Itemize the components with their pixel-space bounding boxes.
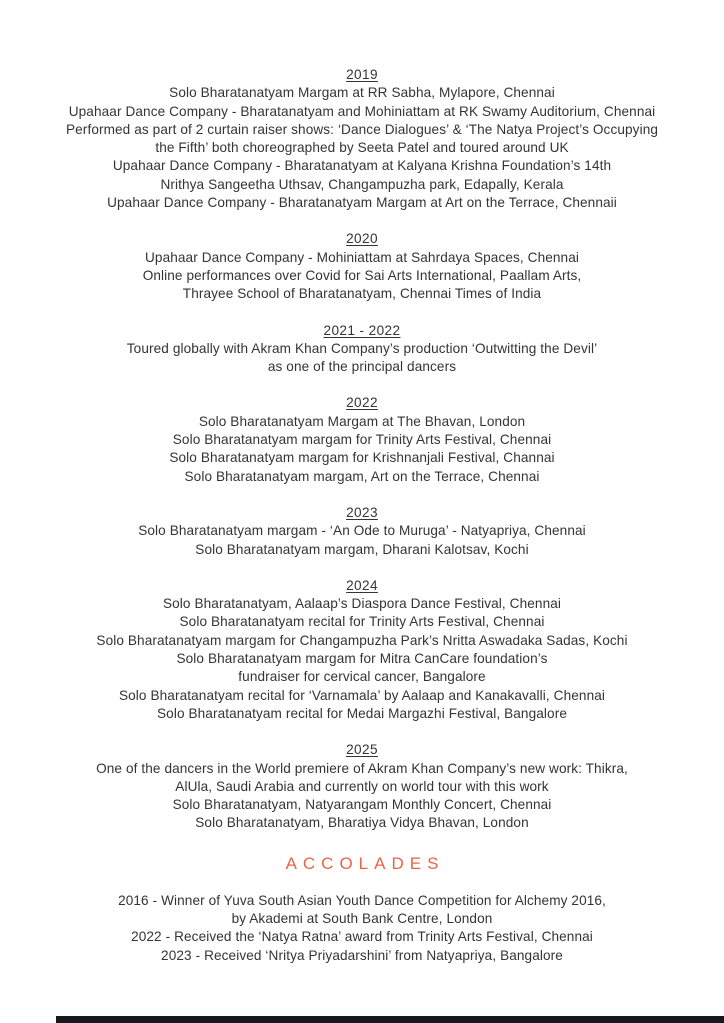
year-heading-2019: 2019	[346, 67, 378, 82]
event-line: the Fifth’ both choreographed by Seeta Patel and toured around UK	[155, 140, 569, 156]
event-line: Solo Bharatanatyam Margam at The Bhavan, London	[198, 413, 526, 429]
event-line: Solo Bharatanatyam margam for Trinity Arts Festival, Chennai	[172, 432, 552, 448]
event-line: Solo Bharatanatyam, Aalaap’s Diaspora Dance Festival, Chennai	[162, 596, 562, 612]
event-line: Toured globally with Akram Khan Company’s production ‘Outwitting the Devil’	[126, 340, 598, 356]
year-heading-2023: 2023	[346, 504, 378, 520]
event-line: Solo Bharatanatyam margam, Dharani Kalotsav, Kochi	[195, 541, 529, 557]
accolade-line: 2023 - Received ‘Nritya Priyadarshini’ from Natyapriya, Bangalore	[161, 947, 563, 963]
event-line: Solo Bharatanatyam Margam at RR Sabha, Mylapore, Chennai	[169, 85, 555, 101]
event-line: fundraiser for cervical cancer, Bangalore	[238, 669, 486, 685]
event-line: as one of the principal dancers	[267, 359, 457, 375]
section-2022	[10, 394, 714, 485]
section-2025	[10, 741, 714, 832]
accolades-list	[0, 892, 724, 965]
year-heading-2025: 2025	[346, 742, 378, 758]
year-heading-2024: 2024	[346, 577, 378, 593]
section-2020	[10, 230, 714, 303]
section-2019	[10, 66, 714, 212]
horizontal-scrollbar[interactable]	[56, 1016, 724, 1023]
section-2024	[10, 577, 714, 723]
event-line: Solo Bharatanatyam margam for Mitra CanCare foundation’s	[176, 651, 548, 667]
accolade-line: 2022 - Received the ‘Natya Ratna’ award from Trinity Arts Festival, Chennai	[131, 929, 593, 945]
event-line: Online performances over Covid for Sai Arts International, Paallam Arts,	[142, 267, 582, 283]
event-line: Thrayee School of Bharatanatyam, Chennai Times of India	[182, 286, 542, 302]
event-line: Solo Bharatanatyam margam - ‘An Ode to Muruga’ - Natyapriya, Chennai	[138, 523, 586, 539]
event-line: Upahaar Dance Company - Bharatanatyam Margam at Art on the Terrace, Chennaii	[107, 195, 617, 211]
section-2021-2022	[10, 322, 714, 377]
event-line: Upahaar Dance Company - Bharatanatyam and Mohiniattam at RK Swamy Auditorium, Chennai	[68, 103, 656, 119]
year-heading-2020: 2020	[346, 231, 378, 247]
event-line: Solo Bharatanatyam margam, Art on the Terrace, Chennai	[184, 468, 540, 484]
event-line: Solo Bharatanatyam margam for Krishnanjali Festival, Channai	[169, 450, 555, 466]
event-line: Solo Bharatanatyam, Bharatiya Vidya Bhavan, London	[195, 815, 529, 831]
event-line: Solo Bharatanatyam margam for Changampuzha Park’s Nritta Aswadaka Sadas, Kochi	[96, 632, 628, 648]
event-line: One of the dancers in the World premiere of Akram Khan Company’s new work: Thikra,	[96, 760, 628, 776]
event-line: Upahaar Dance Company - Mohiniattam at Sahrdaya Spaces, Chennai	[145, 249, 579, 265]
year-sections	[0, 66, 724, 833]
year-heading-2021-2022: 2021 - 2022	[323, 322, 401, 338]
accolade-line: by Akademi at South Bank Centre, London	[231, 910, 493, 926]
section-2023	[10, 504, 714, 559]
event-line: Performed as part of 2 curtain raiser shows: ‘Dance Dialogues’ & ‘The Natya Project’s Occupying	[65, 121, 659, 137]
event-line: Solo Bharatanatyam recital for Medai Margazhi Festival, Bangalore	[157, 705, 567, 721]
event-line: Upahaar Dance Company - Bharatanatyam at Kalyana Krishna Foundation’s 14th	[112, 158, 612, 174]
event-line: Nrithya Sangeetha Uthsav, Changampuzha park, Edapally, Kerala	[160, 176, 564, 192]
event-line: Solo Bharatanatyam recital for Trinity Arts Festival, Chennai	[179, 614, 545, 630]
accolades-heading: ACCOLADES	[285, 853, 445, 873]
accolade-line: 2016 - Winner of Yuva South Asian Youth Dance Competition for Alchemy 2016,	[118, 892, 606, 908]
event-line: AlUla, Saudi Arabia and currently on world tour with this work	[175, 778, 549, 794]
event-line: Solo Bharatanatyam recital for ‘Varnamala’ by Aalaap and Kanakavalli, Chennai	[118, 687, 606, 703]
year-heading-2022: 2022	[346, 395, 378, 411]
event-line: Solo Bharatanatyam, Natyarangam Monthly Concert, Chennai	[172, 797, 552, 813]
